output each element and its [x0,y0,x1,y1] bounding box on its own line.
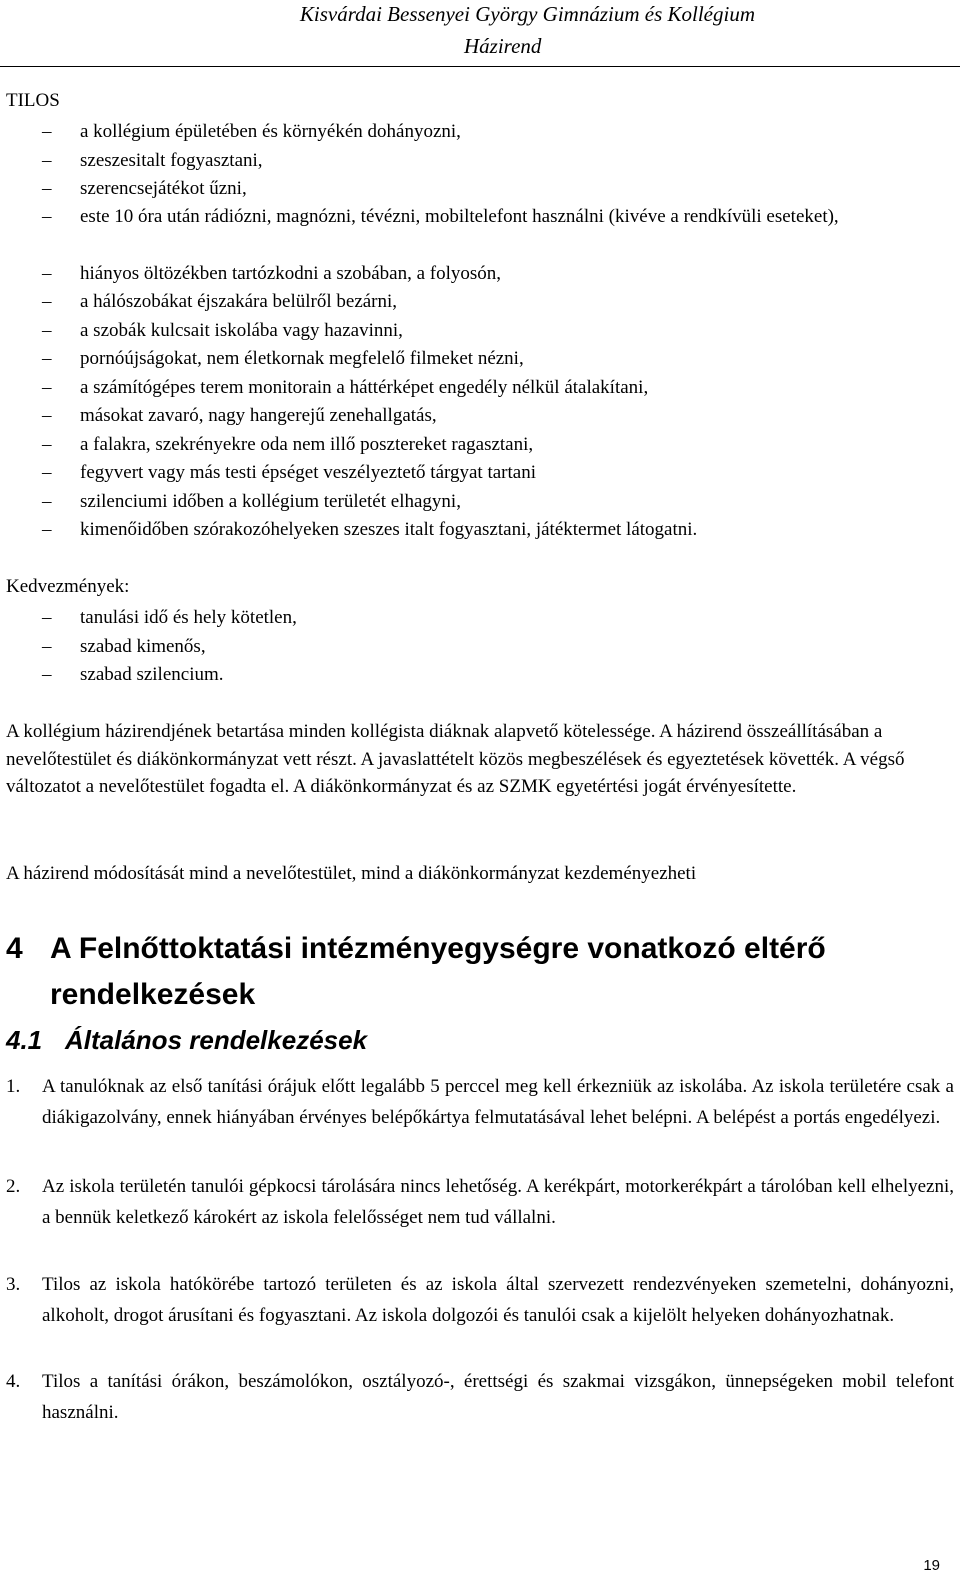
rule-text: Az iskola területén tanulói gépkocsi tárolására nincs lehetőség. A kerékpárt, motorkerékpárt a tárolóban kell elhelyezni, a bennük keletkező károkért az iskola felelősséget nem tud vállalni. [42,1176,954,1228]
tilos-label: TILOS [6,90,60,111]
dash-icon: – [42,405,52,426]
paragraph-modification: A házirend módosítását mind a nevelőtestület, mind a diákönkormányzat kezdeményezheti [6,863,697,884]
section-4-heading [6,926,930,1018]
kedvezmenyek-label: Kedvezmények: [6,576,130,597]
dash-icon: – [42,206,52,227]
section-4-1-title: Általános rendelkezések [65,1025,368,1055]
dash-icon: – [42,150,52,171]
dash-icon: – [42,607,52,628]
tilos-item: – este 10 óra után rádiózni, magnózni, tévézni, mobiltelefont használni (kivéve a rendkívüli eseteket), [42,202,950,231]
dash-icon: – [42,462,52,483]
header-doc-title: Házirend [464,34,542,58]
tilos-item: – a hálószobákat éjszakára belülről bezárni, [42,287,950,316]
tilos-item: – szilenciumi időben a kollégium területét elhagyni, [42,487,950,516]
tilos-item: – pornóújságokat, nem életkornak megfelelő filmeket nézni, [42,344,950,373]
section-4-1-number: 4.1 [6,1025,43,1055]
tilos-item: – kimenőidőben szórakozóhelyeken szeszes italt fogyasztani, játéktermet látogatni. [42,515,950,544]
tilos-item: – szeszesitalt fogyasztani, [42,146,950,175]
rule-text: A tanulóknak az első tanítási órájuk előtt legalább 5 perccel meg kell érkezniük az iskolába. Az iskola területére csak a diákigazolvány, ennek hiányában érvényes belépőkártya felmutatásával lehet belépni. A belépést a portás engedélyezi. [42,1076,954,1128]
tilos-item: – a szobák kulcsait iskolába vagy hazavinni, [42,316,950,345]
rule-number: 2. [6,1176,21,1197]
dash-icon: – [42,519,52,540]
rule-item [6,1269,954,1331]
page-number: 19 [923,1557,940,1574]
dash-icon: – [42,636,52,657]
rule-number: 3. [6,1274,21,1295]
rule-number: 1. [6,1076,21,1097]
paragraph-approval: A kollégium házirendjének betartása minden kollégista diáknak alapvető kötelessége. A házirend összeállításában a nevelőtestület és diákönkormányzat vett részt. A javaslattételt közös megbeszélések és egyeztetések követték. A végső változatot a nevelőtestület fogadta el. A diákönkormányzat és az SZMK egyetértési jogát érvényesítette. [6,721,905,797]
section-4-title: A Felnőttoktatási intézményegységre vonatkozó eltérő rendelkezések [50,932,826,1011]
kedvezmeny-item: – szabad szilencium. [42,660,950,689]
dash-icon: – [42,434,52,455]
rule-text: Tilos az iskola hatókörébe tartozó területen és az iskola által szervezett rendezvényeken szemetelni, dohányozni, alkoholt, drogot árusítani és fogyasztani. Az iskola dolgozói és tanulói csak a kijelölt helyeken dohányozhatnak. [42,1274,954,1326]
tilos-item: – a falakra, szekrényekre oda nem illő posztereket ragasztani, [42,430,950,459]
rule-text: Tilos a tanítási órákon, beszámolókon, osztályozó-, érettségi és szakmai vizsgákon, ünnepségeken mobil telefont használni. [42,1371,954,1423]
kedvezmeny-item: – szabad kimenős, [42,632,950,661]
dash-icon: – [42,491,52,512]
header-rule [0,66,960,67]
dash-icon: – [42,121,52,142]
rule-item [6,1366,954,1428]
dash-icon: – [42,178,52,199]
tilos-item: – hiányos öltözékben tartózkodni a szobában, a folyosón, [42,259,950,288]
tilos-item: – a kollégium épületében és környékén dohányozni, [42,117,950,146]
dash-icon: – [42,263,52,284]
kedvezmeny-item: – tanulási idő és hely kötetlen, [42,603,950,632]
section-4-1-heading [6,1025,367,1056]
tilos-item: – a számítógépes terem monitorain a háttérképet engedély nélkül átalakítani, [42,373,950,402]
rule-item [6,1071,954,1133]
dash-icon: – [42,348,52,369]
rule-number: 4. [6,1371,21,1392]
rule-item [6,1171,954,1233]
dash-icon: – [42,320,52,341]
dash-icon: – [42,377,52,398]
tilos-item: – másokat zavaró, nagy hangerejű zenehallgatás, [42,401,950,430]
tilos-item: – fegyvert vagy más testi épséget veszélyeztető tárgyat tartani [42,458,950,487]
tilos-item: – szerencsejátékot űzni, [42,174,950,203]
page-header [0,0,960,66]
dash-icon: – [42,291,52,312]
section-4-number: 4 [6,932,23,965]
dash-icon: – [42,664,52,685]
header-institution: Kisvárdai Bessenyei György Gimnázium és Kollégium [299,2,755,26]
